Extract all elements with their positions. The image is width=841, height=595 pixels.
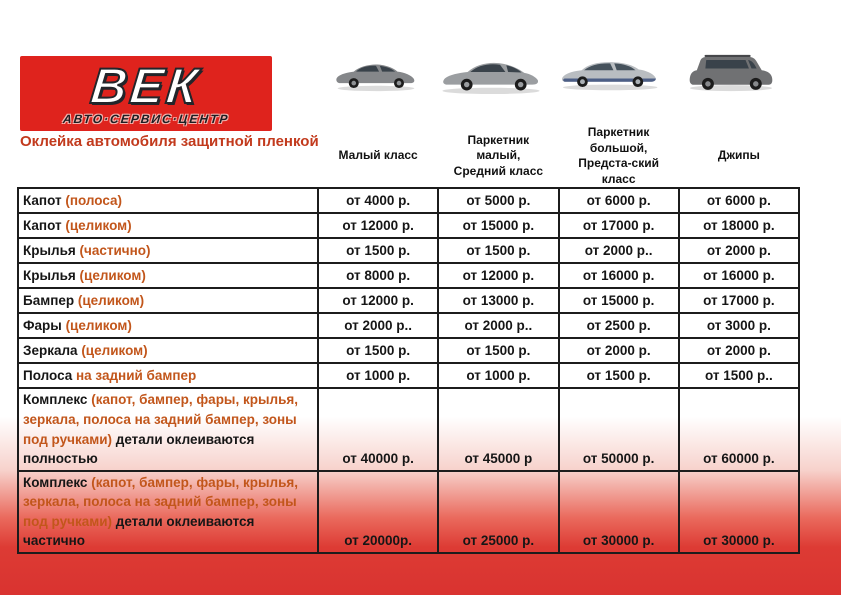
row-label-main: Зеркала xyxy=(23,343,82,359)
row-label-detail: (целиком) xyxy=(79,268,146,284)
price-cell: от 20000р. xyxy=(318,471,438,553)
row-label-main: Бампер xyxy=(23,293,78,309)
price-cell: от 1000 р. xyxy=(318,363,438,388)
price-cell: от 50000 р. xyxy=(559,388,679,470)
column-header-1: Малый класс xyxy=(338,148,418,163)
table-row xyxy=(18,213,799,238)
row-label-suffix: детали оклеиваются частично xyxy=(23,513,255,549)
price-cell: от 17000 р. xyxy=(679,288,799,313)
row-label-detail: (капот, бампер, фары, крылья, зеркала, полоса на задний бампер, зоны под ручками) xyxy=(23,392,299,447)
row-label xyxy=(18,338,318,363)
logo xyxy=(20,56,272,131)
price-cell: от 2000 р.. xyxy=(559,238,679,263)
large-class-sedan-icon xyxy=(558,54,664,92)
row-label xyxy=(18,213,318,238)
price-cell: от 15000 р. xyxy=(559,288,679,313)
column-header-2: Паркетник малый, Средний класс xyxy=(453,132,544,178)
row-label-main: Крылья xyxy=(23,243,80,259)
price-cell: от 1500 р. xyxy=(438,238,558,263)
price-cell: от 18000 р. xyxy=(679,213,799,238)
row-label-main: Полоса xyxy=(23,368,77,384)
price-cell: от 3000 р. xyxy=(679,313,799,338)
price-cell: от 4000 р. xyxy=(318,188,438,213)
price-cell: от 6000 р. xyxy=(679,188,799,213)
row-label-main: Капот xyxy=(23,193,66,209)
row-label xyxy=(18,313,318,338)
price-cell: от 2000 р.. xyxy=(318,313,438,338)
page-title: Оклейка автомобиля защитной пленкой xyxy=(20,133,319,150)
table-row xyxy=(18,363,799,388)
row-label-detail: (целиком) xyxy=(65,318,132,334)
price-cell: от 1500 р. xyxy=(318,338,438,363)
table-row xyxy=(18,388,799,470)
row-label-detail: на задний бампер xyxy=(76,368,197,384)
row-label xyxy=(18,188,318,213)
price-table xyxy=(17,125,800,554)
price-cell: от 60000 р. xyxy=(679,388,799,470)
price-cell: от 45000 р xyxy=(438,388,558,470)
table-row xyxy=(18,471,799,553)
table-row xyxy=(18,313,799,338)
logo-tagline-text: АВТО·СЕРВИС·ЦЕНТР xyxy=(62,111,230,126)
column-header-empty xyxy=(18,125,318,188)
price-cell: от 1500 р. xyxy=(559,363,679,388)
small-class-sedan-icon xyxy=(330,57,422,92)
price-cell: от 15000 р. xyxy=(438,213,558,238)
price-cell: от 12000 р. xyxy=(318,288,438,313)
row-label-detail: (целиком) xyxy=(65,218,132,234)
row-label-main: Фары xyxy=(23,318,66,334)
price-cell: от 6000 р. xyxy=(559,188,679,213)
row-label xyxy=(18,388,318,470)
price-cell: от 16000 р. xyxy=(559,263,679,288)
price-cell: от 13000 р. xyxy=(438,288,558,313)
price-cell: от 2000 р.. xyxy=(438,313,558,338)
price-cell: от 16000 р. xyxy=(679,263,799,288)
table-row xyxy=(18,338,799,363)
price-cell: от 1500 р. xyxy=(318,238,438,263)
price-cell: от 2000 р. xyxy=(679,338,799,363)
row-label-detail: (капот, бампер, фары, крылья, зеркала, полоса на задний бампер, зоны под ручками) xyxy=(23,474,299,529)
row-label xyxy=(18,471,318,553)
price-cell: от 2000 р. xyxy=(679,238,799,263)
price-cell: от 30000 р. xyxy=(679,471,799,553)
row-label-main: Крылья xyxy=(23,268,80,284)
price-cell: от 1500 р. xyxy=(438,338,558,363)
table-row xyxy=(18,288,799,313)
middle-class-coupe-icon xyxy=(437,54,545,95)
price-cell: от 25000 р. xyxy=(438,471,558,553)
price-cell: от 12000 р. xyxy=(438,263,558,288)
price-cell: от 1000 р. xyxy=(438,363,558,388)
column-header-4: Джипы xyxy=(717,148,760,163)
price-cell: от 12000 р. xyxy=(318,213,438,238)
jeep-suv-icon xyxy=(684,48,778,92)
column-header-3: Паркетник большой, Предста-ский класс xyxy=(578,125,659,186)
column-header-row xyxy=(18,125,799,188)
logo-brand-text: ВЕК xyxy=(88,57,204,114)
row-label-suffix: детали оклеиваются полностью xyxy=(23,431,255,467)
row-label-main: Комплекс xyxy=(23,474,92,490)
row-label-main: Комплекс xyxy=(23,392,92,408)
row-label-detail: (частично) xyxy=(79,243,151,259)
table-row xyxy=(18,263,799,288)
table-row xyxy=(18,188,799,213)
row-label-detail: (полоса) xyxy=(65,193,123,209)
row-label-main: Капот xyxy=(23,218,66,234)
row-label xyxy=(18,288,318,313)
price-cell: от 5000 р. xyxy=(438,188,558,213)
price-cell: от 8000 р. xyxy=(318,263,438,288)
price-cell: от 1500 р.. xyxy=(679,363,799,388)
price-cell: от 2000 р. xyxy=(559,338,679,363)
price-cell: от 2500 р. xyxy=(559,313,679,338)
row-label xyxy=(18,238,318,263)
row-label-detail: (целиком) xyxy=(81,343,148,359)
price-cell: от 40000 р. xyxy=(318,388,438,470)
price-cell: от 30000 р. xyxy=(559,471,679,553)
row-label xyxy=(18,363,318,388)
table-row xyxy=(18,238,799,263)
row-label-detail: (целиком) xyxy=(77,293,145,309)
row-label xyxy=(18,263,318,288)
price-cell: от 17000 р. xyxy=(559,213,679,238)
